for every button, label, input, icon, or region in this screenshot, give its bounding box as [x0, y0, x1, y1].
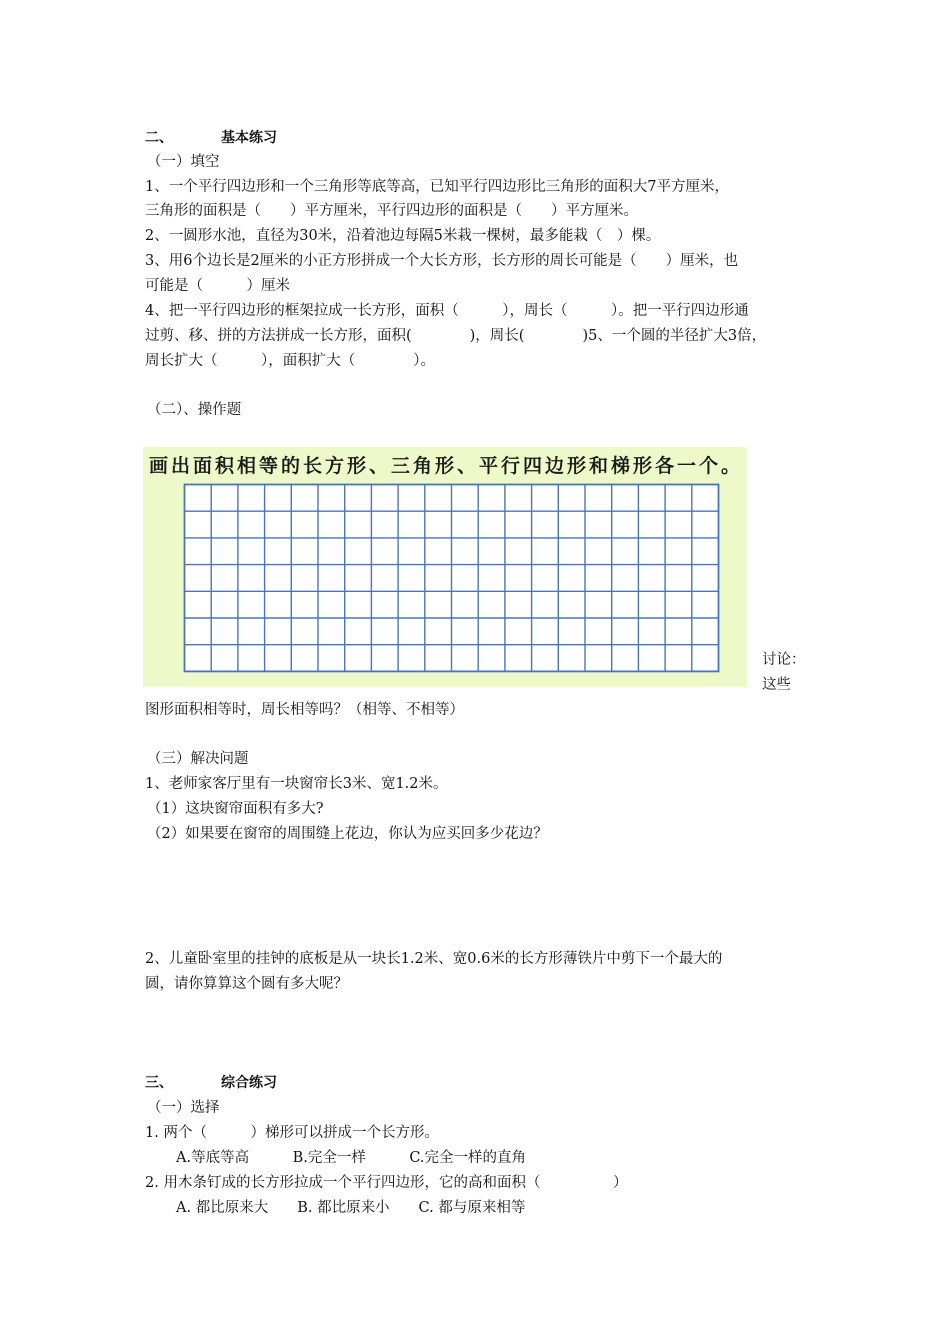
choose-heading: （一）选择 — [147, 1100, 220, 1116]
solve-q2-line1: 2、儿童卧室里的挂钟的底板是从一块长1.2米、宽0.6米的长方形薄铁片中剪下一个最大的 — [145, 951, 723, 967]
section-2-heading — [145, 128, 277, 148]
choose-q2: 2. 用木条钉成的长方形拉成一个平行四边形，它的高和面积（ ） — [145, 1175, 628, 1191]
solve-q1-part2: （2）如果要在窗帘的周围缝上花边，你认为应买回多少花边？ — [147, 826, 548, 842]
fill-line-6: 4、把一平行四边形的框架拉成一长方形，面积（ ），周长（ ）。把一平行四边形通 — [145, 303, 749, 319]
solve-heading: （三）解决问题 — [147, 751, 249, 767]
discussion-label: 讨论： — [762, 652, 806, 668]
solve-q2-line2: 圆，请你算算这个圆有多大呢？ — [145, 976, 348, 992]
section-2-title: 基本练习 — [221, 130, 277, 146]
fill-blank-heading: （一）填空 — [147, 154, 220, 170]
square-grid — [183, 483, 723, 673]
fill-line-2: 三角形的面积是（ ）平方厘米，平行四边形的面积是（ ）平方厘米。 — [145, 203, 638, 219]
fill-line-8: 周长扩大（ ），面积扩大（ ）。 — [145, 353, 435, 369]
discussion-question: 图形面积相等时，周长相等吗？（相等、不相等） — [145, 702, 464, 718]
fill-line-5: 可能是（ ）厘米 — [145, 278, 290, 294]
solve-q1-part1: （1）这块窗帘面积有多大? — [147, 801, 324, 817]
section-3-heading — [145, 1073, 277, 1093]
solve-q1: 1、老师家客厅里有一块窗帘长3米、宽1.2米。 — [145, 776, 448, 792]
section-3-title: 综合练习 — [221, 1075, 277, 1091]
grid-figure — [143, 447, 747, 687]
section-3-number: 三、 — [145, 1075, 173, 1091]
choose-q2-options: A. 都比原来大 B. 都比原来小 C. 都与原来相等 — [176, 1200, 526, 1216]
discussion-label-2: 这些 — [762, 677, 791, 693]
operation-heading: （二）、操作题 — [147, 402, 242, 418]
fill-line-1: 1、一个平行四边形和一个三角形等底等高，已知平行四边形比三角形的面积大7平方厘米， — [145, 179, 729, 195]
fill-line-7: 过剪、移、拼的方法拼成一长方形，面积( )，周长( )5、一个圆的半径扩大3倍， — [145, 328, 767, 344]
figure-title: 画出面积相等的长方形、三角形、平行四边形和梯形各一个。 — [149, 455, 744, 477]
section-2-number: 二、 — [145, 130, 173, 146]
fill-line-3: 2、一圆形水池，直径为30米，沿着池边每隔5米栽一棵树，最多能栽（ ）棵。 — [145, 228, 661, 244]
choose-q1-options: A.等底等高 B.完全一样 C.完全一样的直角 — [176, 1150, 527, 1166]
fill-line-4: 3、用6个边长是2厘米的小正方形拼成一个大长方形，长方形的周长可能是（ ）厘米，也 — [145, 253, 739, 269]
choose-q1: 1. 两个（ ）梯形可以拼成一个长方形。 — [145, 1125, 439, 1141]
